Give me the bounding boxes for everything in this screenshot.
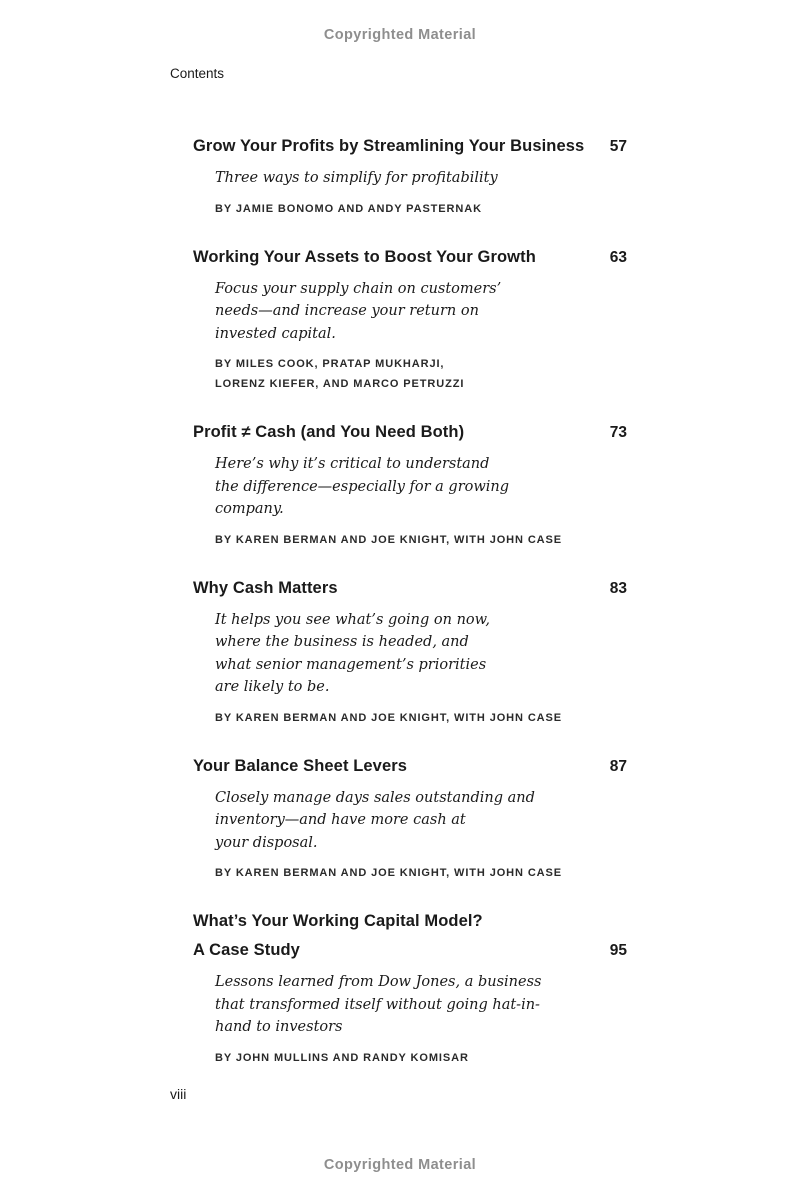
toc-entry [193,418,627,550]
entry-page-number: 95 [609,942,627,959]
entry-title-row [193,907,627,936]
entry-title: Grow Your Profits by Streamlining Your Business [193,137,585,155]
entry-title: Profit ≠ Cash (and You Need Both) [193,423,465,441]
entry-title-row [193,243,627,272]
entry-byline-line: LORENZ KIEFER, AND MARCO PETRUZZI [215,378,465,390]
contents-header: Contents [170,66,225,81]
entry-title-row [193,132,627,161]
entry-byline-line: BY MILES COOK, PRATAP MUKHARJI, [215,358,445,370]
entry-title: Your Balance Sheet Levers [193,756,408,775]
entry-byline-line: BY KAREN BERMAN AND JOE KNIGHT, WITH JOHN CASE [215,867,562,879]
page-number-label: viii [170,1086,187,1102]
entry-description-line: where the business is headed, and [215,634,469,650]
entry-page-number: 73 [609,424,627,441]
entry-byline [215,863,627,883]
entry-byline-line: BY KAREN BERMAN AND JOE KNIGHT, WITH JOHN CASE [215,711,562,724]
copyright-notice-bottom: Copyrighted Material [323,1157,477,1173]
entry-description-line: Closely manage days sales outstanding and [215,789,535,806]
entry-page-number: 83 [609,579,627,597]
entry-page-number: 87 [609,757,627,775]
entry-description-line: Focus your supply chain on customers’ [215,280,502,297]
entry-title-row [193,418,627,447]
entry-title-block [193,418,627,447]
entry-description [215,167,627,190]
entry-byline [215,1048,627,1068]
entry-title-block [193,132,627,161]
toc-entry [193,752,627,884]
entry-description-line: hand to investors [215,1019,343,1035]
entry-page-number: 57 [609,138,627,155]
entry-byline [215,199,627,219]
entry-title: What’s Your Working Capital Model? [193,912,483,930]
toc-entry [193,574,627,728]
entry-description-line: that transformed itself without going hat-in- [215,996,540,1013]
entry-description [215,609,627,699]
entry-description-line: what senior management’s priorities [215,656,487,673]
entry-description-line: Three ways to simplify for profitability [215,170,498,186]
entry-description-line: inventory—and have more cash at [215,812,466,828]
entry-title: Why Cash Matters [193,578,338,597]
entry-description-line: the difference—especially for a growing [215,478,510,495]
entry-description-line: needs—and increase your return on [215,303,479,319]
entry-byline-line: BY JOHN MULLINS AND RANDY KOMISAR [215,1051,469,1064]
entry-description-line: Here’s why it’s critical to understand [215,456,490,472]
entry-description-line: are likely to be. [215,679,330,695]
entry-byline-line: BY JAMIE BONOMO AND ANDY PASTERNAK [215,202,482,215]
entry-description [215,278,627,346]
entry-byline [215,354,627,394]
entry-description [215,453,627,521]
entry-description-line: invested capital. [215,325,336,342]
entry-title: A Case Study [193,941,300,959]
entry-page-number: 63 [609,248,627,266]
entry-title-block [193,574,627,603]
entry-title-block [193,907,627,965]
toc-entry [193,907,627,1068]
entry-title-row [193,574,627,603]
copyright-notice-top: Copyrighted Material [323,27,477,43]
entry-title: Working Your Assets to Boost Your Growth [193,247,536,266]
entry-description [215,787,627,855]
entry-title-block [193,752,627,781]
toc-entries [193,132,627,1092]
entry-description-line: your disposal. [215,834,318,851]
toc-entry [193,243,627,395]
entry-description [215,971,627,1039]
entry-title-row [193,752,627,781]
entry-description-line: Lessons learned from Dow Jones, a business [215,974,542,990]
toc-entry [193,132,627,219]
entry-byline [215,708,627,728]
entry-title-row [193,936,627,965]
entry-byline-line: BY KAREN BERMAN AND JOE KNIGHT, WITH JOHN CASE [215,533,562,546]
entry-description-line: It helps you see what’s going on now, [215,611,490,628]
entry-description-line: company. [215,501,284,517]
entry-title-block [193,243,627,272]
entry-byline [215,530,627,550]
